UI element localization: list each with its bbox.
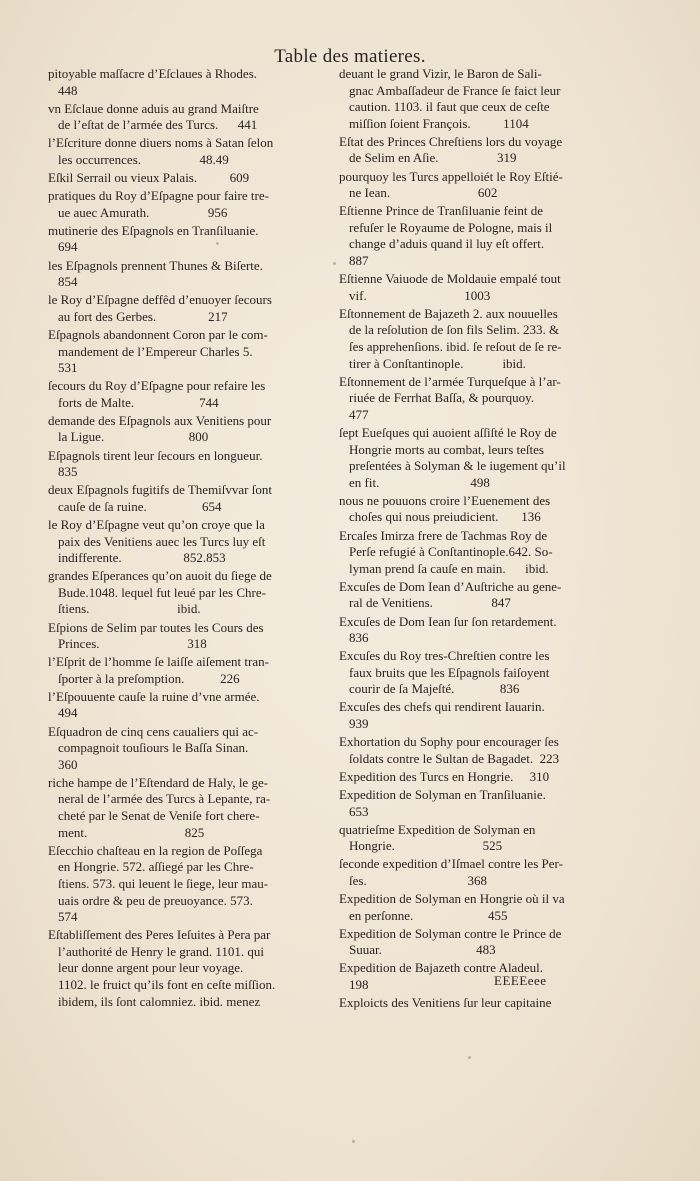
index-entry-line: 854	[58, 274, 78, 290]
index-entry	[48, 843, 332, 926]
index-entry	[48, 223, 332, 256]
index-entry	[48, 292, 332, 325]
index-entry-line: en Hongrie. 572. aſſiegé par les Chre-	[58, 859, 254, 875]
index-entry	[48, 170, 332, 187]
index-entry-line: preſentées à Solyman & le iugement qu’il	[349, 458, 566, 474]
index-entry	[48, 378, 332, 411]
index-entry-line: Eſtonnement de Bajazeth 2. aux nouuelles	[339, 305, 558, 321]
index-entry-line: ral de Venitiens. 847	[349, 595, 511, 611]
index-entry-line: ſept Eueſques qui auoient aſſiſté le Roy de	[339, 424, 557, 440]
paper-spot	[216, 242, 219, 245]
index-entry	[339, 493, 631, 526]
index-entry-line: quatrieſme Expedition de Solyman en	[339, 821, 536, 837]
index-entry-line: caution. 1103. il faut que ceux de ceſte	[349, 99, 550, 115]
index-entry-line: 198	[349, 976, 369, 992]
index-entry-line: uais ordre & peu de preuoyance. 573.	[58, 892, 253, 908]
index-entry-line: compagnoit touſiours le Baſſa Sinan.	[58, 740, 249, 756]
index-entry-line: 653	[349, 803, 369, 819]
paper-spot	[468, 1056, 471, 1059]
index-entry-line: en fit. 498	[349, 474, 490, 490]
index-entry-line: Expedition de Solyman en Tranſiluanie.	[339, 786, 546, 802]
index-entry-line: faux bruits que les Eſpagnols faiſoyent	[349, 664, 550, 680]
index-entry-line: Excuſes de Dom Iean d’Auſtriche au gene-	[339, 578, 562, 594]
index-entry-line: Eſtonnement de l’armée Turqueſque à l’ar-	[339, 373, 561, 389]
index-entry-line: 494	[58, 705, 78, 721]
index-entry-line: forts de Malte. 744	[58, 394, 219, 410]
index-entry	[339, 169, 631, 202]
index-entry-line: 477	[349, 406, 369, 422]
index-entry	[48, 101, 332, 134]
index-entry-line: vn Eſclaue donne aduis au grand Maiſtre	[48, 100, 259, 116]
index-entry-line: change d’aduis quand il luy eſt offert.	[349, 236, 545, 252]
index-entry	[339, 891, 631, 924]
paper-spot	[333, 262, 336, 265]
index-entry-line: 939	[349, 716, 369, 732]
index-entry-line: riche hampe de l’Eſtendard de Haly, le ge-	[48, 774, 269, 790]
index-entry	[48, 327, 332, 377]
index-entry	[339, 134, 631, 167]
index-entry	[339, 734, 631, 767]
index-entry-line: Ercaſes Imirza frere de Tachmas Roy de	[339, 527, 548, 543]
index-entry	[48, 66, 332, 99]
index-entry-line: Perſe refugié à Conſtantinople.642. So-	[349, 544, 553, 560]
index-entry-line: ſeconde expedition d’Iſmael contre les Per-	[339, 856, 563, 872]
index-entry-line: de l’eſtat de l’armée des Turcs. 441	[58, 117, 258, 133]
index-entry-line: 574	[58, 909, 78, 925]
index-entry	[48, 927, 332, 1010]
index-entry-line: pitoyable maſſacre d’Eſclaues à Rhodes.	[48, 66, 258, 81]
index-entry-line: Excuſes du Roy tres-Chreſtien contre les	[339, 648, 550, 664]
index-entry-line: Eſpagnols tirent leur ſecours en longueur.	[48, 447, 263, 463]
index-entry-line: Princes. 318	[58, 636, 207, 652]
index-entry-line: l’Eſcriture donne diuers noms à Satan ſelon	[48, 135, 274, 151]
index-entry	[48, 517, 332, 567]
index-entry	[48, 689, 332, 722]
index-entry-line: 835	[58, 464, 78, 480]
index-entry-line: ue auec Amurath. 956	[58, 204, 228, 220]
index-entry-line: Expedition de Solyman contre le Prince de	[339, 925, 562, 941]
index-entry	[339, 425, 631, 491]
index-entry-line: le Roy d’Eſpagne veut qu’on croye que la	[48, 516, 265, 532]
index-entry-line: Bude.1048. lequel fut leué par les Chre-	[58, 584, 266, 600]
index-column-left	[48, 66, 332, 1012]
index-entry-line: le Roy d’Eſpagne deffêd d’enuoyer ſecours	[48, 292, 272, 308]
index-entry-line: Eſtabliſſement des Peres Ieſuites à Pera par	[48, 927, 271, 943]
index-entry-line: 694	[58, 239, 78, 255]
index-entry	[48, 775, 332, 841]
index-entry-line: la Ligue. 800	[58, 429, 209, 445]
index-entry	[48, 482, 332, 515]
index-entry-line: 887	[349, 253, 369, 269]
index-entry-line: 1102. le fruict qu’ils font en ceſte miſſion.	[58, 976, 276, 992]
index-entry	[339, 995, 631, 1012]
index-entry-line: paix des Venitiens auec les Turcs luy eſt	[58, 533, 266, 549]
page-title: Table des matieres.	[274, 46, 426, 67]
index-entry-line: deux Eſpagnols fugitifs de Themiſvvar ſont	[48, 482, 272, 498]
index-entry-line: Expedition des Turcs en Hongrie. 310	[339, 768, 550, 784]
index-entry-line: Hongrie. 525	[349, 838, 503, 854]
index-entry-line: Eſtat des Princes Chreſtiens lors du voyage	[339, 133, 563, 149]
index-entry	[48, 258, 332, 291]
index-entry	[339, 960, 631, 993]
index-entry-line: deuant le grand Vizir, le Baron de Sali-	[339, 66, 542, 81]
index-entry	[339, 856, 631, 889]
index-entry	[48, 568, 332, 618]
catchword: EEEEeee	[494, 973, 547, 988]
index-entry-line: ſes. 368	[349, 872, 487, 888]
index-entry-line: leur donne argent pour leur voyage.	[58, 960, 244, 976]
index-entry-line: Eſtienne Vaiuode de Moldauie empalé tout	[339, 271, 561, 287]
index-entry-line: nous ne pouuons croire l’Euenement des	[339, 492, 551, 508]
index-entry-line: Eſkil Serrail ou vieux Palais. 609	[48, 170, 250, 186]
index-entry	[339, 699, 631, 732]
index-entry-line: Exploicts des Venitiens ſur leur capitaine	[339, 995, 552, 1011]
index-entry-line: Excuſes de Dom Iean ſur ſon retardement.	[339, 613, 557, 629]
index-entry	[339, 787, 631, 820]
index-entry-line: gnac Ambaſſadeur de France ſe faict leur	[349, 82, 561, 98]
index-column-right	[339, 66, 631, 1013]
index-entry-line: Eſtienne Prince de Tranſiluanie feint de	[339, 203, 543, 219]
index-entry-line: cauſe de ſa ruine. 654	[58, 498, 222, 514]
index-entry-line: ſes apprehenſions. ibid. ſe reſout de ſe re-	[349, 339, 562, 354]
index-entry	[339, 306, 631, 372]
index-entry	[48, 724, 332, 774]
index-entry-line: ſporter à la preſomption. 226	[58, 670, 240, 686]
index-entry	[339, 66, 631, 132]
index-entry-line: ne Iean. 602	[349, 185, 498, 201]
index-entry-line: de Selim en Aſie. 319	[349, 150, 517, 166]
index-entry-line: Eſquadron de cinq cens caualiers qui ac-	[48, 723, 259, 739]
index-entry-line: refuſer le Royaume de Pologne, mais il	[349, 219, 553, 235]
index-entry-line: ſtiens. ibid.	[58, 601, 201, 617]
index-entry-line: vif. 1003	[349, 287, 491, 303]
index-entry	[339, 528, 631, 578]
index-entry-line: ibidem, ils ſont calomniez. ibid. menez	[58, 993, 261, 1009]
index-entry	[339, 822, 631, 855]
index-entry-line: de la reſolution de ſon fils Selim. 233. &	[349, 322, 560, 338]
index-entry	[48, 448, 332, 481]
index-entry	[48, 413, 332, 446]
index-entry-line: demande des Eſpagnols aux Venitiens pour	[48, 412, 272, 428]
index-entry-line: l’Eſprit de l’homme ſe laiſſe aiſement tran-	[48, 654, 269, 670]
index-entry-line: indifferente. 852.853	[58, 550, 226, 566]
index-entry	[48, 188, 332, 221]
index-entry-line: les Eſpagnols prennent Thunes & Biſerte.	[48, 257, 263, 273]
index-entry-line: ſtiens. 573. qui leuent le ſiege, leur mau-	[58, 875, 269, 891]
index-entry-line: 360	[58, 756, 78, 772]
index-entry	[339, 926, 631, 959]
index-entry	[339, 614, 631, 647]
index-entry-line: l’Eſpouuente cauſe la ruine d’vne armée.	[48, 688, 260, 704]
index-entry	[48, 135, 332, 168]
index-entry-line: mandement de l’Empereur Charles 5.	[58, 343, 253, 359]
index-entry	[339, 579, 631, 612]
index-entry-line: Eſecchio chaſteau en la region de Poſſega	[48, 842, 263, 858]
index-entry-line: cheté par le Senat de Veniſe fort chere-	[58, 808, 260, 824]
index-entry-line: Expedition de Bajazeth contre Aladeul.	[339, 960, 543, 976]
index-entry-line: mutinerie des Eſpagnols en Tranſiluanie.	[48, 222, 259, 238]
index-entry-line: Suuar. 483	[349, 942, 496, 958]
index-entry-line: Eſpions de Selim par toutes les Cours des	[48, 619, 264, 635]
index-entry-line: 531	[58, 360, 78, 376]
index-entry-line: riuée de Ferrhat Baſſa, & pourquoy.	[349, 390, 535, 406]
index-entry-line: 448	[58, 82, 78, 98]
index-entry-line: lyman prend ſa cauſe en main. ibid.	[349, 560, 549, 576]
index-entry-line: courir de ſa Majeſté. 836	[349, 681, 520, 697]
paper-spot	[352, 1140, 355, 1143]
index-entry-line: en perſonne. 455	[349, 907, 508, 923]
index-entry-line: choſes qui nous preiudicient. 136	[349, 509, 541, 525]
index-entry-line: miſſion ſoient François. 1104	[349, 115, 529, 131]
index-entry-line: pratiques du Roy d’Eſpagne pour faire tre-	[48, 188, 269, 204]
index-entry-line: neral de l’armée des Turcs à Lepante, ra-	[58, 791, 271, 807]
index-entry-line: au fort des Gerbes. 217	[58, 308, 228, 324]
index-entry	[48, 654, 332, 687]
index-entry-line: les occurrences. 48.49	[58, 151, 229, 167]
index-entry	[339, 648, 631, 698]
index-entry	[339, 203, 631, 269]
index-entry-line: ment. 825	[58, 824, 205, 840]
index-entry-line: pourquoy les Turcs appelloiét le Roy Eſtié-	[339, 168, 563, 184]
index-entry-line: grandes Eſperances qu’on auoit du ſiege de	[48, 568, 272, 584]
index-entry-line: Excuſes des chefs qui rendirent Iauarin.	[339, 699, 545, 715]
index-entry	[339, 271, 631, 304]
index-entry	[339, 374, 631, 424]
index-entry	[48, 620, 332, 653]
index-entry-line: tirer à Conſtantinople. ibid.	[349, 355, 526, 371]
index-entry-line: Expedition de Solyman en Hongrie où il va	[339, 891, 565, 906]
index-entry-line: 836	[349, 630, 369, 646]
index-entry-line: Exhortation du Sophy pour encourager ſes	[339, 734, 559, 750]
index-entry-line: Eſpagnols abandonnent Coron par le com-	[48, 326, 268, 342]
index-entry-line: ſoldats contre le Sultan de Bagadet. 223	[349, 750, 560, 766]
index-entry	[339, 769, 631, 786]
index-entry-line: ſecours du Roy d’Eſpagne pour refaire les	[48, 378, 266, 394]
index-entry-line: Hongrie morts au combat, leurs teſtes	[349, 441, 544, 457]
index-entry-line: l’authorité de Henry le grand. 1101. qui	[58, 943, 265, 959]
